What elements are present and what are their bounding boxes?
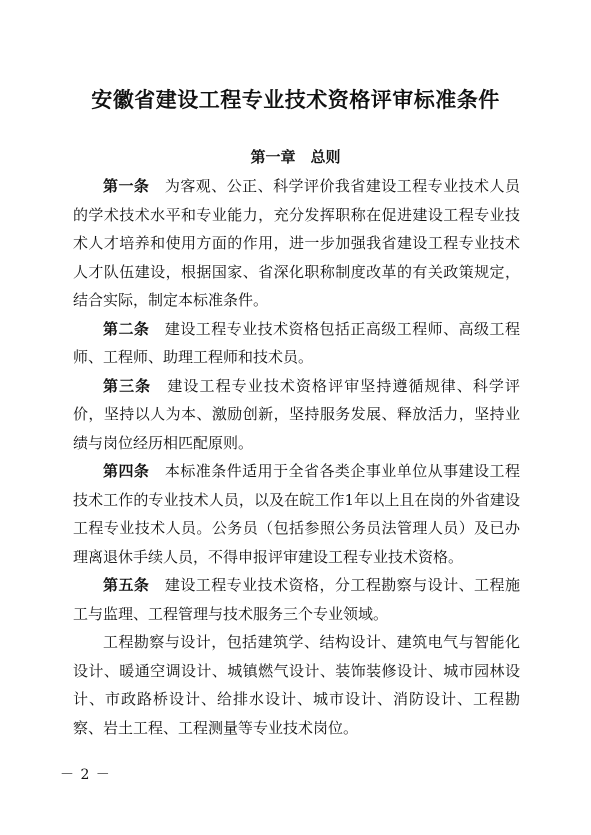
- paragraph-text: 工程勘察与设计，包括建筑学、结构设计、建筑电气与智能化设计、暖通空调设计、城镇燃气设计、装饰装修设计、城市园林设计、市政路桥设计、给排水设计、城市设计、消防设计、工程勘察、岩土工程、工程测量等专业技术岗位。: [73, 633, 520, 737]
- article-number: 第五条: [103, 576, 150, 594]
- body-paragraph: [73, 628, 520, 742]
- article-paragraph: [73, 372, 520, 458]
- chapter-heading: 第一章 总则: [250, 148, 341, 166]
- article-number: 第二条: [103, 319, 150, 338]
- article-text: 建设工程专业技术资格包括正高级工程师、高级工程师、工程师、助理工程师和技术员。: [73, 319, 520, 366]
- article-paragraph: [73, 172, 520, 315]
- article-text: 本标准条件适用于全省各类企事业单位从事建设工程技术工作的专业技术人员，以及在皖工作1年以上且在岗的外省建设工程专业技术人员。公务员（包括参照公务员法管理人员）及已办理离退休手续人员，不得申报评审建设工程专业技术资格。: [73, 462, 520, 566]
- article-number: 第四条: [103, 462, 150, 480]
- article-text: 建设工程专业技术资格，分工程勘察与设计、工程施工与监理、工程管理与技术服务三个专业领域。: [73, 576, 520, 623]
- article-text: 为客观、公正、科学评价我省建设工程专业技术人员的学术技术水平和专业能力，充分发挥职称在促进建设工程专业技术人才培养和使用方面的作用，进一步加强我省建设工程专业技术人才队伍建设，根据国家、省深化职称制度改革的有关政策规定，结合实际，制定本标准条件。: [73, 177, 520, 309]
- document-body: [73, 172, 520, 742]
- article-text: 建设工程专业技术资格评审坚持遵循规律、科学评价，坚持以人为本、激励创新，坚持服务发展、释放活力，坚持业绩与岗位经历相匹配原则。: [73, 376, 520, 452]
- article-paragraph: [73, 571, 520, 628]
- article-number: 第一条: [103, 177, 150, 195]
- page-number: － 2 －: [60, 767, 111, 783]
- article-number: 第三条: [103, 376, 152, 395]
- article-paragraph: [73, 315, 520, 372]
- document-title: 安徽省建设工程专业技术资格评审标准条件: [91, 87, 500, 112]
- article-paragraph: [73, 457, 520, 571]
